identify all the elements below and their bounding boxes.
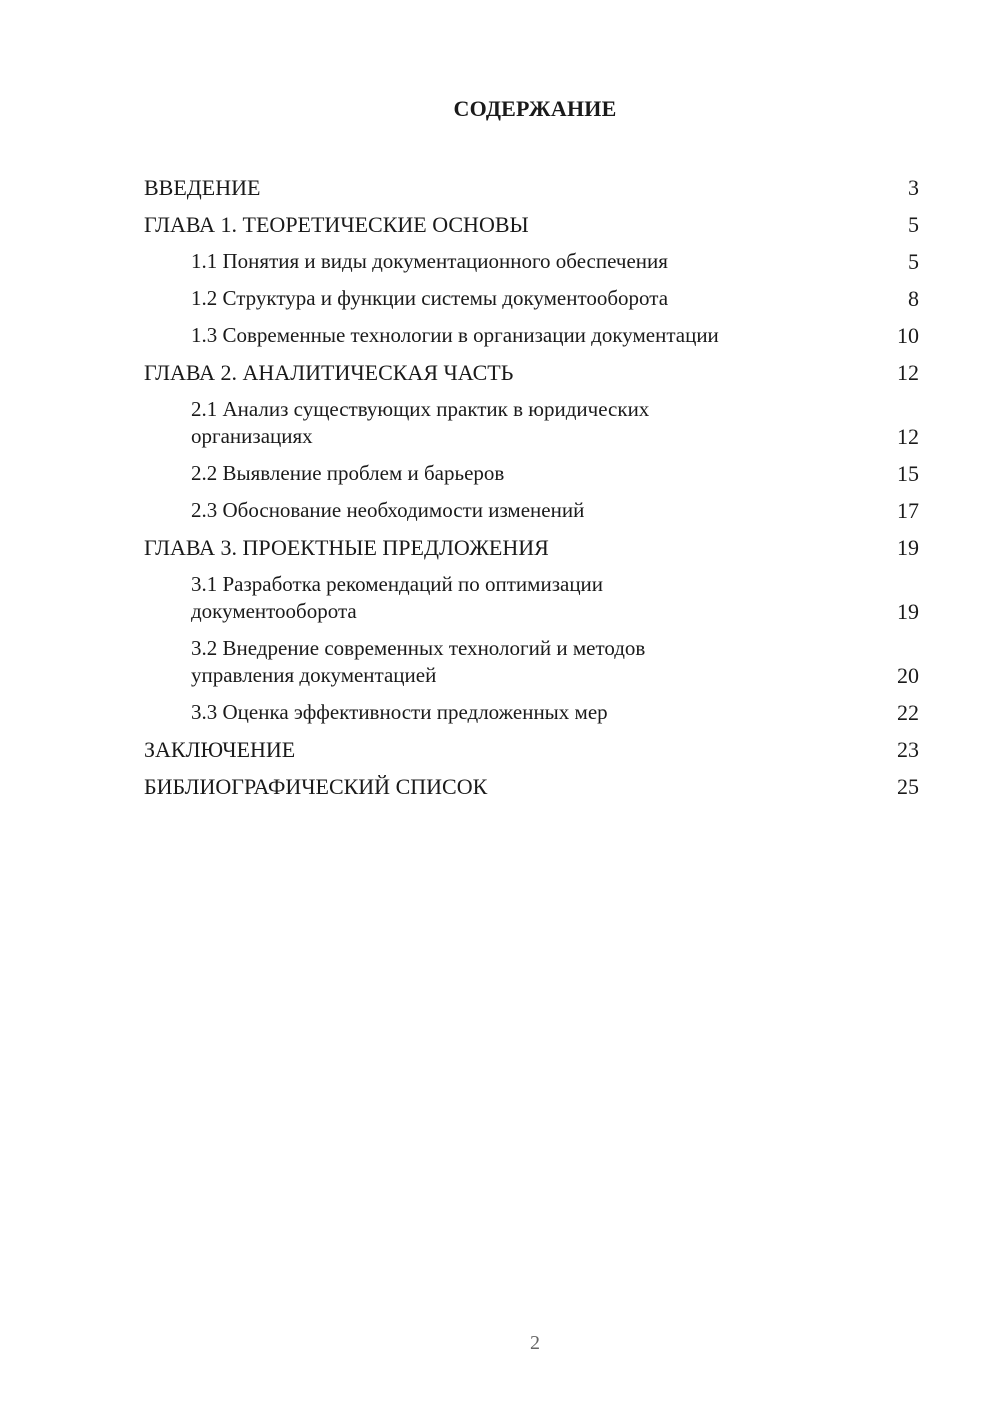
toc-entry-label: ВВЕДЕНИЕ [144, 175, 261, 200]
toc-entry-label: ГЛАВА 1. ТЕОРЕТИЧЕСКИЕ ОСНОВЫ [144, 212, 529, 237]
toc-entry-page: 5 [908, 212, 919, 237]
toc-entry-page: 5 [908, 249, 919, 274]
toc-entry-page: 19 [897, 599, 919, 624]
toc-entry-chapter-3[interactable] [144, 528, 919, 565]
toc-entry-page: 3 [908, 175, 919, 200]
toc-entry-conclusion[interactable] [144, 730, 919, 767]
toc-entry-section-2-1[interactable] [144, 390, 919, 454]
toc-entry-page: 12 [897, 424, 919, 449]
toc-entry-page: 25 [897, 774, 919, 799]
toc-entry-section-1-1[interactable] [144, 242, 919, 279]
toc-entry-page: 19 [897, 535, 919, 560]
toc-entry-label: 1.3 Современные технологии в организации документации [191, 323, 719, 347]
toc-entry-label: 2.1 Анализ существующих практик в юридических организациях [191, 397, 650, 448]
toc-entry-section-2-2[interactable] [144, 454, 919, 491]
toc-entry-label: ГЛАВА 3. ПРОЕКТНЫЕ ПРЕДЛОЖЕНИЯ [144, 535, 549, 560]
toc-entry-chapter-1[interactable] [144, 205, 919, 242]
toc-entry-page: 20 [897, 663, 919, 688]
toc-entry-label: 1.1 Понятия и виды документационного обеспечения [191, 249, 668, 273]
toc-entry-page: 15 [897, 461, 919, 486]
toc-entry-label: ГЛАВА 2. АНАЛИТИЧЕСКАЯ ЧАСТЬ [144, 360, 514, 385]
toc-entry-introduction[interactable] [144, 168, 919, 205]
toc-title: СОДЕРЖАНИЕ [453, 96, 617, 121]
toc-entry-label: ЗАКЛЮЧЕНИЕ [144, 737, 296, 762]
toc-entry-label: 2.3 Обоснование необходимости изменений [191, 498, 585, 522]
toc-entry-bibliography[interactable] [144, 767, 919, 804]
table-of-contents [144, 168, 919, 804]
toc-entry-page: 22 [897, 700, 919, 725]
page-number: 2 [530, 1332, 540, 1354]
toc-entry-page: 17 [897, 498, 919, 523]
toc-entry-label: 1.2 Структура и функции системы документооборота [191, 286, 669, 310]
toc-entry-section-1-2[interactable] [144, 279, 919, 316]
toc-entry-label: БИБЛИОГРАФИЧЕСКИЙ СПИСОК [144, 774, 488, 799]
toc-entry-section-2-3[interactable] [144, 491, 919, 528]
toc-entry-label: 3.3 Оценка эффективности предложенных мер [191, 700, 608, 724]
toc-entry-section-3-2[interactable] [144, 629, 919, 693]
toc-entry-page: 10 [897, 323, 919, 348]
toc-entry-section-3-1[interactable] [144, 565, 919, 629]
toc-entry-page: 8 [908, 286, 919, 311]
toc-entry-section-3-3[interactable] [144, 693, 919, 730]
toc-entry-section-1-3[interactable] [144, 316, 919, 353]
toc-entry-chapter-2[interactable] [144, 353, 919, 390]
toc-entry-page: 23 [897, 737, 919, 762]
toc-entry-label: 2.2 Выявление проблем и барьеров [191, 461, 505, 485]
toc-entry-label: 3.2 Внедрение современных технологий и методов управления документацией [191, 636, 646, 687]
toc-entry-label: 3.1 Разработка рекомендаций по оптимизации документооборота [191, 572, 604, 623]
toc-entry-page: 12 [897, 360, 919, 385]
